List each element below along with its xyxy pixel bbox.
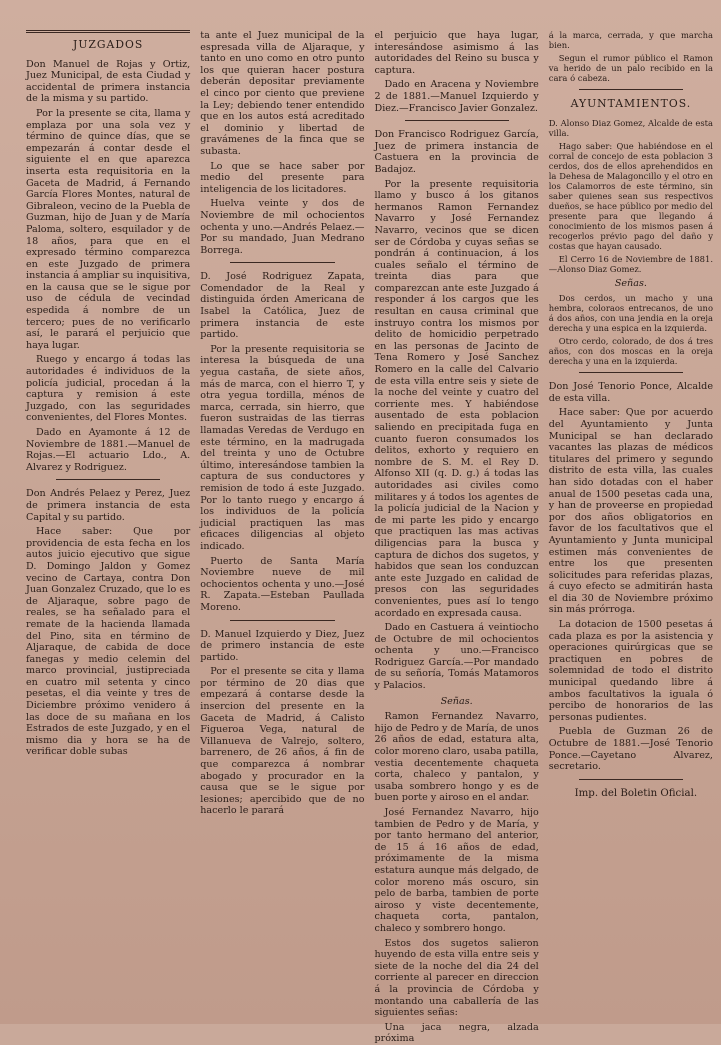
divider <box>579 372 683 373</box>
description-paragraph: Otro cerdo, colorado, de dos á tres años, con dos moscas en la oreja derecha y una en la izquierda. <box>548 336 713 367</box>
notice-paragraph: ta ante el Juez municipal de la espresada villa de Aljaraque, y tanto en uno como en otro punto los que quieran hacer postura deberán depositar previamente el cinco por ciento que previene la Ley; debiendo tener entendido que en los autos está acreditado el dominio y libertad de gravámenes de la finca que se subasta. <box>200 30 365 157</box>
divider <box>230 262 334 263</box>
divider <box>56 479 160 480</box>
column-1 <box>26 30 190 1015</box>
notice-signature: Huelva veinte y dos de Noviembre de mil ochocientos ochenta y uno.—Andrés Pelaez.—Por su mandado, Juan Medrano Borrega. <box>200 198 365 256</box>
top-rule <box>26 30 190 33</box>
notice-paragraph: Hago saber: Que habiéndose en el corral de concejo de esta poblacion 3 cerdos, dos de ellos aprehendidos en la Dehesa de Malagoncillo y el otro en los Calamorros de este término, sin saber quienes sean sus respectivos dueños, se hace público por medio del presente para que llegando á conocimiento de los mismos pasen á recogerlos prévio pago del daño y costas que hayan causado. <box>548 140 713 251</box>
section-header-ayuntamientos: AYUNTAMIENTOS. <box>570 97 692 110</box>
senas-heading: Señas. <box>440 695 473 707</box>
divider <box>579 779 683 780</box>
divider <box>405 120 509 121</box>
section-header-juzgados: JUZGADOS <box>72 38 144 51</box>
description-paragraph: Una jaca negra, alzada próxima <box>374 1021 539 1045</box>
notice-paragraph: D. José Rodriguez Zapata, Comendador de la Real y distinguida órden Americana de Isabel la Católica, Juez de primera instancia de este partido. <box>200 271 365 341</box>
continued-paragraph: Segun el rumor público el Ramon va herido de un palo recibido en la cara ó cabeza. <box>548 53 713 83</box>
notice-paragraph: Por la presente requisitoria llamo y busco á los gitanos hermanos Ramon Fernandez Navarro y José Fernandez Navarro, vecinos que se dicen ser de Córdoba y cuyas señas se pondrán á continuacion, á los cuales señalo el término de treinta dias para que comparezcan ante este Juzgado á responder á los cargos que les resultan en causa criminal que instruyo contra los mismos por delito de homicidio perpetrado en las personas de Jacinto de Tena Romero y José Sanchez Romero en la calle del Calvario de esta villa entre seis y siete de la noche del veinte y cuatro del corriente mes. Y habiéndose ausentado de esta poblacion saliendo en precipitada fuga en cuanto fueron consumados los delitos, exhorto y requiero en nombre de S. M. el Rey D. Alfonso XII (q. D. g.) á todas las autoridades asi civiles como militares y á todos los agentes de la policía judicial de la Nacion y de mi parte les pido y encargo que practiquen las mas activas diligencias para la busca y captura de dichos dos sugetos, y habidos que sean los conduzcan ante este Juzgado en calidad de presos con las seguridades convenientes, pues así lo tengo acordado en expresada causa. <box>374 178 539 619</box>
senas-heading: Señas. <box>614 277 647 289</box>
notice-paragraph: Don José Tenorio Ponce, Alcalde de esta villa. <box>548 381 713 404</box>
notice-signature: Puerto de Santa María Noviembre nueve de mil ochocientos ochenta y uno.—José R. Zapata.—Esteban Paullada Moreno. <box>200 555 365 613</box>
notice-signature: Dado en Ayamonte á 12 de Noviembre de 1881.—Manuel de Rojas.—El actuario Ldo., A. Alvarez y Rodriguez. <box>26 427 191 473</box>
notice-paragraph: Ruego y encargo á todas las autoridades é individuos de la policía judicial, procedan á la captura y remision á este Juzgado, con las seguridades convenientes, del Flores Montes. <box>26 354 191 424</box>
notice-paragraph: La dotacion de 1500 pesetas á cada plaza es por la asistencia y operaciones quirúrgicas que se practiquen en pobres de solemnidad de todo el distrito municipal quedando libre á ambos facultativos la iguala ó percibo de honorarios de las personas pudientes. <box>548 619 713 723</box>
notice-paragraph: Don Andrés Pelaez y Perez, Juez de primera instancia de esta Capital y su partido. <box>26 488 191 523</box>
notice-paragraph: el perjuicio que haya lugar, interesándose asimismo á las autoridades del Reino su busca y captura. <box>374 30 539 76</box>
notice-paragraph: Hace saber: Que por providencia de esta fecha en los autos juicio ejecutivo que sigue D. Domingo Jaldon y Gomez vecino de Cartaya, contra Don Juan Gonzalez Cruzado, que lo es de Aljaraque, sobre pago de reales, se ha señalado para el remate de la hacienda llamada del Pino, sita en término de Aljaraque, de cabida de doce fanegas y medio celemin del marco provincial, justipreciada en cuatro mil setenta y cinco pesetas, el dia veinte y tres de Diciembre próximo venidero á las doce de su mañana en los Estrados de este Juzgado, y en el mismo dia y hora se ha de verificar doble subas <box>26 526 191 758</box>
notice-paragraph: Lo que se hace saber por medio del presente para inteligencia de los licitadores. <box>200 160 365 195</box>
notice-paragraph: D. Alonso Diaz Gomez, Alcalde de esta villa. <box>548 117 713 138</box>
notice-paragraph: Por la presente se cita, llama y emplaza por una sola vez y término de quince días, que se empezarán á contar desde el siguiente el en que aparezca inserta esta requisitoria en la Gaceta de Madrid, á Fernando García Flores Montes, natural de Gibraleon, vecino de la Puebla de Guzman, hijo de Juan y de María Paloma, soltero, esquilador y de 18 años, para que en el expresado término comparezca en este Juzgado de primera instancia á ampliar su inquisitiva, en la causa que se le sigue por uso de cédula de vecindad espedida á nombre de un tercero; pues de no verificarlo así, le parará el perjuicio que haya lugar. <box>26 107 191 351</box>
continued-paragraph: á la marca, cerrada, y que marcha bien. <box>548 30 713 50</box>
description-paragraph: Ramon Fernandez Navarro, hijo de Pedro y de María, de unos 26 años de edad, estatura alta, color moreno claro, usaba patilla, vestia decentemente chaqueta corta, chaleco y pantalon, y usaba sombrero hongo y es de buen porte y airoso en el andar. <box>374 711 539 804</box>
description-paragraph: Dos cerdos, un macho y una hembra, coloraos entrecanos, de uno á dos años, con una jendia en la oreja derecha y una espica en la izquierda. <box>548 293 713 334</box>
notice-paragraph: Hace saber: Que por acuerdo del Ayuntamiento y Junta Municipal se han declarado vacantes las plazas de médicos titulares del primero y segundo distrito de esta villa, las cuales han sido dotadas con el haber anual de 1500 pesetas cada una, y han de proveerse en propiedad por dos años obligatorios en favor de los facultativos que el Ayuntamiento y Junta municipal estimen más convenientes de entre los que presenten solicitudes para referidas plazas, á cuyo efecto se admitirán hasta el dia 30 de Noviembre próximo sin más prórroga. <box>548 407 713 616</box>
column-3 <box>374 30 539 1045</box>
printer-footer: Imp. del Boletin Oficial. <box>574 787 698 799</box>
column-2 <box>200 30 364 1015</box>
notice-signature: Puebla de Guzman 26 de Octubre de 1881.—José Tenorio Ponce.—Cayetano Alvarez, secretario. <box>548 726 713 773</box>
notice-paragraph: D. Manuel Izquierdo y Diez, Juez de primero instancia de este partido. <box>200 628 365 663</box>
notice-paragraph: Don Francisco Rodriguez García, Juez de primera instancia de Castuera en la provincia de Badajoz. <box>374 129 539 175</box>
divider <box>230 620 334 621</box>
notice-signature: El Cerro 16 de Noviembre de 1881.—Alonso Diaz Gomez. <box>548 253 713 274</box>
description-paragraph: José Fernandez Navarro, hijo tambien de Pedro y de María, y por tanto hermano del anterior, de 15 á 16 años de edad, próximamente de la misma estatura aunque más delgado, de color moreno más oscuro, sin pelo de barba, tambien de porte airoso y viste decentemente, chaqueta corta, pantalon, chaleco y sombrero hongo. <box>374 807 539 934</box>
notice-paragraph: Por la presente requisitoria se interesa la búsqueda de una yegua castaña, de siete años, más de marca, con el hierro T, y otra yegua tordilla, ménos de marca, cerrada, sin hierro, que fueron sustraidas de las tierras llamadas Veredas de Verdugo en este término, en la madrugada del treinta y uno de Octubre último, interesándose tambien la captura de sus conductores y remision de todo á este Juzgado. Por lo tanto ruego y encargo á los individuos de la policía judicial practiquen las mas eficaces diligencias al objeto indicado. <box>200 343 365 552</box>
notice-paragraph: Por el presente se cita y llama por término de 20 dias que empezará á contarse desde la insercion del presente en la Gaceta de Madrid, á Calisto Figueroa Vega, natural de Villanueva de Valrejo, soltero, barrenero, de 26 años, á fin de que comparezca á nombrar abogado y procurador en la causa que se le sigue por lesiones; apercibido que de no hacerlo le parará <box>200 666 365 817</box>
divider <box>579 89 683 90</box>
description-paragraph: Estos dos sugetos salieron huyendo de esta villa entre seis y siete de la noche del dia 24 del corriente al parecer en direccion á la provincia de Córdoba y montando una caballería de las siguientes señas: <box>374 937 539 1019</box>
notice-paragraph: Don Manuel de Rojas y Ortiz, Juez Municipal, de esta Ciudad y accidental de primera instancia de la misma y su partido. <box>26 58 191 105</box>
column-4 <box>549 30 713 1015</box>
notice-signature: Dado en Castuera á veintiocho de Octubre de mil ochocientos ochenta y uno.—Francisco Rodriguez García.—Por mandado de su señoría, Tomás Matamoros y Palacios. <box>374 622 539 692</box>
notice-signature: Dado en Aracena y Noviembre 2 de 1881.—Manuel Izquierdo y Diez.—Francisco Javier Gonzalez. <box>374 79 539 114</box>
